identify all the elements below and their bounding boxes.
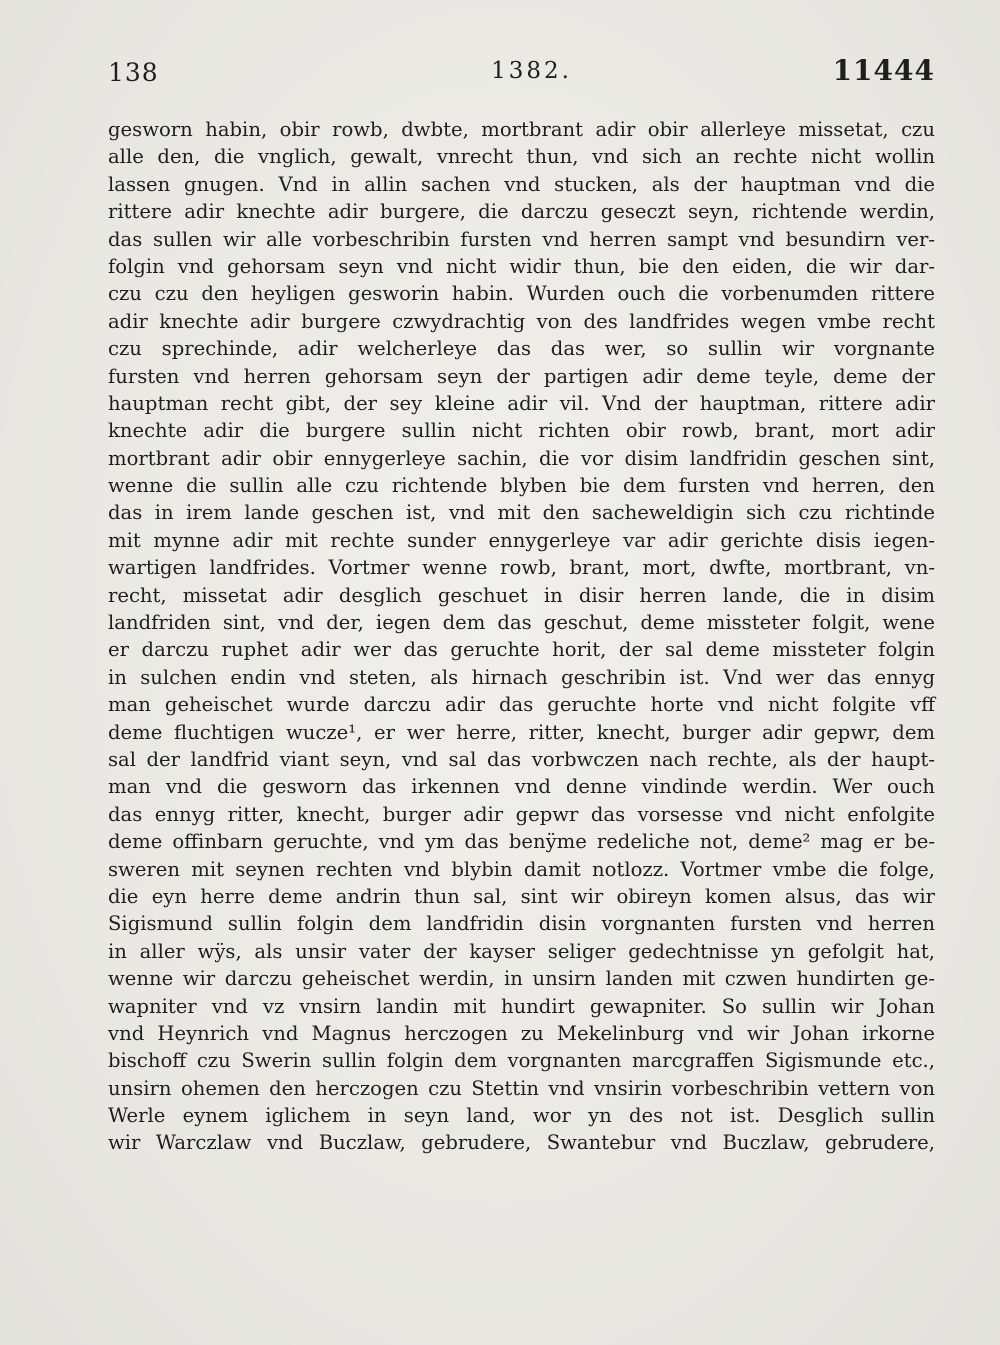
text-line: Werle eynem iglichem in seyn land, wor yn des not ist. Desglich sullin [108, 1104, 935, 1128]
text-line: mortbrant adir obir ennygerleye sachin, die vor disim landfridin geschen sint, [108, 446, 935, 470]
text-line: deme offinbarn geruchte, vnd ym das benÿme redeliche not, deme² mag er be- [108, 830, 935, 854]
text-line: vnd Heynrich vnd Magnus herczogen zu Mekelinburg vnd wir Johan irkorne [108, 1021, 935, 1045]
text-line: Sigismund sullin folgin dem landfridin disin vorgnanten fursten vnd herren [108, 912, 935, 936]
text-line: landfriden sint, vnd der, iegen dem das geschut, deme missteter folgit, wene [108, 611, 935, 635]
text-line: bischoff czu Swerin sullin folgin dem vorgnanten marcgraffen Sigismunde etc., [108, 1049, 935, 1073]
document-number: 11444 [832, 54, 935, 87]
text-line: alle den, die vnglich, gewalt, vnrecht thun, vnd sich an rechte nicht wollin [108, 145, 935, 169]
text-line: rittere adir knechte adir burgere, die darczu geseczt seyn, richtende werdin, [108, 200, 935, 224]
text-line: lassen gnugen. Vnd in allin sachen vnd stucken, als der hauptman vnd die [108, 172, 935, 196]
text-line: fursten vnd herren gehorsam seyn der partigen adir deme teyle, deme der [108, 364, 935, 388]
text-line: hauptman recht gibt, der sey kleine adir vil. Vnd der hauptman, rittere adir [108, 391, 935, 415]
text-line: unsirn ohemen den herczogen czu Stettin vnd vnsirin vorbeschribin vettern von [108, 1076, 935, 1100]
text-line: deme fluchtigen wucze¹, er wer herre, ritter, knecht, burger adir gepwr, dem [108, 720, 935, 744]
text-line: wapniter vnd vz vnsirn landin mit hundirt gewapniter. So sullin wir Johan [108, 994, 935, 1018]
text-line: wartigen landfrides. Vortmer wenne rowb, brant, mort, dwfte, mortbrant, vn- [108, 556, 935, 580]
text-line: in sulchen endin vnd steten, als hirnach geschribin ist. Vnd wer das ennyg [108, 665, 935, 689]
page-number: 138 [108, 58, 159, 87]
text-line: man vnd die gesworn das irkennen vnd denne vindinde werdin. Wer ouch [108, 775, 935, 799]
text-line: sweren mit seynen rechten vnd blybin damit notlozz. Vortmer vmbe die folge, [108, 857, 935, 881]
text-line: adir knechte adir burgere czwydrachtig von des landfrides wegen vmbe recht [108, 309, 935, 333]
text-line: das sullen wir alle vorbeschribin fursten vnd herren sampt vnd besundirn ver- [108, 227, 935, 251]
text-line: man geheischet wurde darczu adir das geruchte horte vnd nicht folgite vff [108, 693, 935, 717]
text-line: wenne wir darczu geheischet werdin, in unsirn landen mit czwen hundirten ge- [108, 967, 935, 991]
text-line: wir Warczlaw vnd Buczlaw, gebrudere, Swantebur vnd Buczlaw, gebrudere, [108, 1131, 935, 1155]
text-line: die eyn herre deme andrin thun sal, sint wir obireyn komen alsus, das wir [108, 884, 935, 908]
text-line: gesworn habin, obir rowb, dwbte, mortbrant adir obir allerleye missetat, czu [108, 118, 935, 141]
page-header [108, 54, 935, 94]
text-line: folgin vnd gehorsam seyn vnd nicht widir thun, bie den eiden, die wir dar- [108, 254, 935, 278]
year-heading: 1382. [491, 58, 572, 84]
text-line: czu sprechinde, adir welcherleye das das wer, so sullin wir vorgnante [108, 337, 935, 361]
body-text [108, 116, 935, 1157]
text-line: sal der landfrid viant seyn, vnd sal das vorbwczen nach rechte, als der haupt- [108, 747, 935, 771]
text-line: er darczu ruphet adir wer das geruchte horit, der sal deme missteter folgin [108, 638, 935, 662]
text-line: das ennyg ritter, knecht, burger adir gepwr das vorsesse vnd nicht enfolgite [108, 802, 935, 826]
text-line: knechte adir die burgere sullin nicht richten obir rowb, brant, mort adir [108, 419, 935, 443]
text-line: recht, missetat adir desglich geschuet in disir herren lande, die in disim [108, 583, 935, 607]
text-line: mit mynne adir mit rechte sunder ennygerleye var adir gerichte disis iegen- [108, 528, 935, 552]
text-line: czu czu den heyligen gesworin habin. Wurden ouch die vorbenumden rittere [108, 282, 935, 306]
text-line: in aller wÿs, als unsir vater der kayser seliger gedechtnisse yn gefolgit hat, [108, 939, 935, 963]
text-line: das in irem lande geschen ist, vnd mit den sacheweldigin sich czu richtinde [108, 501, 935, 525]
text-line: wenne die sullin alle czu richtende blyben bie dem fursten vnd herren, den [108, 474, 935, 498]
